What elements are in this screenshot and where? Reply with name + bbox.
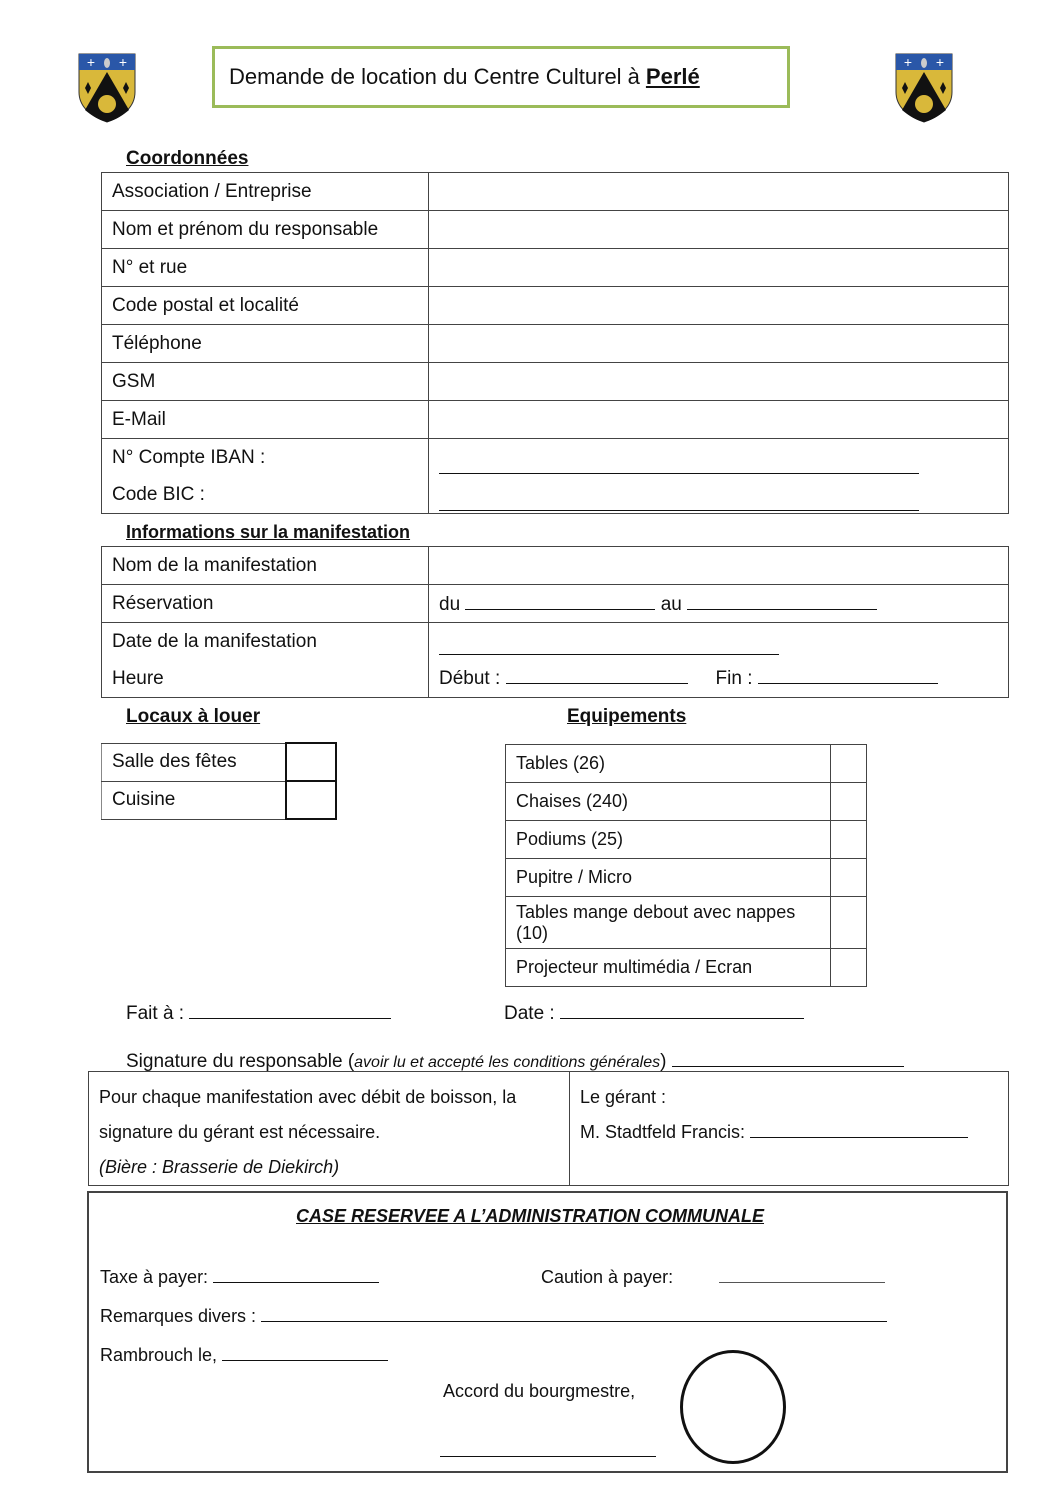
label-gerant: Le gérant : <box>580 1087 667 1107</box>
page-title <box>212 46 790 108</box>
field-email[interactable] <box>429 401 1009 439</box>
label-gerant-name: M. Stadtfeld Francis: <box>580 1122 746 1142</box>
label-taxe: Taxe à payer: <box>100 1267 209 1287</box>
section-equipements: Equipements <box>567 706 687 727</box>
checkbox-tables[interactable] <box>831 745 867 783</box>
field-gsm[interactable] <box>429 363 1009 401</box>
label-cuisine: Cuisine <box>102 781 287 819</box>
gerant-note-line3: (Bière : Brasserie de Diekirch) <box>99 1157 340 1177</box>
label-date: Date : <box>504 1003 555 1024</box>
svg-text:+: + <box>935 54 945 70</box>
label-debut: Début : <box>439 668 501 689</box>
equipements-table <box>505 744 867 987</box>
field-rue[interactable] <box>429 249 1009 287</box>
label-podiums: Podiums (25) <box>506 821 831 859</box>
label-nom-manifestation: Nom de la manifestation <box>102 547 429 585</box>
label-bic: Code BIC : <box>112 484 205 505</box>
field-date[interactable] <box>560 1000 804 1019</box>
label-fait-a: Fait à : <box>126 1003 185 1024</box>
label-code-postal: Code postal et localité <box>102 287 429 325</box>
label-reservation: Réservation <box>102 585 429 623</box>
checkbox-podiums[interactable] <box>831 821 867 859</box>
stamp-circle[interactable] <box>680 1350 786 1464</box>
label-au: au <box>660 594 682 615</box>
field-bourgmestre-signature[interactable] <box>440 1456 656 1457</box>
field-responsable[interactable] <box>429 211 1009 249</box>
checkbox-salle[interactable] <box>286 743 336 781</box>
field-bic[interactable] <box>439 492 919 511</box>
section-coordonnees: Coordonnées <box>126 148 249 169</box>
label-salle: Salle des fêtes <box>102 743 287 781</box>
label-projecteur: Projecteur multimédia / Ecran <box>506 949 831 987</box>
label-tables: Tables (26) <box>506 745 831 783</box>
label-rambrouch: Rambrouch le, <box>100 1345 218 1365</box>
section-locaux: Locaux à louer <box>126 706 261 727</box>
label-fin: Fin : <box>715 668 753 689</box>
field-association[interactable] <box>429 173 1009 211</box>
date-row <box>504 1000 804 1025</box>
coat-of-arms-left-icon <box>76 52 138 124</box>
field-nom-manifestation[interactable] <box>429 547 1009 585</box>
label-accord: Accord du bourgmestre, <box>443 1381 636 1401</box>
label-iban: N° Compte IBAN : <box>112 447 266 468</box>
field-date-manifestation[interactable] <box>439 636 779 655</box>
coat-of-arms-right-icon <box>893 52 955 124</box>
label-caution: Caution à payer: <box>541 1267 674 1287</box>
field-reservation-du[interactable] <box>465 591 655 610</box>
signature-paren: ) <box>660 1051 667 1072</box>
svg-text:+: + <box>903 54 913 70</box>
admin-box <box>87 1191 1008 1473</box>
field-caution[interactable] <box>719 1264 885 1283</box>
admin-heading: CASE RESERVEE A L’ADMINISTRATION COMMUNALE <box>296 1206 765 1226</box>
field-code-postal[interactable] <box>429 287 1009 325</box>
label-tables-mange-debout: Tables mange debout avec nappes (10) <box>506 897 831 949</box>
label-responsable: Nom et prénom du responsable <box>102 211 429 249</box>
checkbox-pupitre[interactable] <box>831 859 867 897</box>
field-rambrouch-date[interactable] <box>222 1342 388 1361</box>
locaux-table <box>101 742 337 820</box>
field-debut[interactable] <box>506 665 688 684</box>
signature-row <box>126 1048 904 1073</box>
field-fin[interactable] <box>758 665 938 684</box>
coordonnees-table <box>101 172 1009 514</box>
signature-note: avoir lu et accepté les conditions générales <box>354 1054 661 1071</box>
remarques-row <box>100 1303 887 1327</box>
section-manifestation: Informations sur la manifestation <box>126 522 411 542</box>
label-chaises: Chaises (240) <box>506 783 831 821</box>
label-email: E-Mail <box>102 401 429 439</box>
taxe-row <box>100 1264 379 1288</box>
title-place: Perlé <box>645 64 700 89</box>
field-remarques[interactable] <box>261 1303 887 1322</box>
label-signature: Signature du responsable ( <box>126 1051 355 1072</box>
label-du: du <box>439 594 461 615</box>
gerant-note-line2: signature du gérant est nécessaire. <box>99 1122 381 1142</box>
checkbox-cuisine[interactable] <box>286 781 336 819</box>
field-taxe[interactable] <box>213 1264 379 1283</box>
label-association: Association / Entreprise <box>102 173 429 211</box>
caution-row <box>541 1264 885 1288</box>
label-remarques: Remarques divers : <box>100 1306 257 1326</box>
label-heure: Heure <box>112 668 164 689</box>
label-rue: N° et rue <box>102 249 429 287</box>
svg-text:+: + <box>118 54 128 70</box>
checkbox-tables-mange-debout[interactable] <box>831 897 867 949</box>
checkbox-projecteur[interactable] <box>831 949 867 987</box>
title-prefix: Demande de location du Centre Culturel à <box>229 64 640 89</box>
field-iban[interactable] <box>439 455 919 474</box>
gerant-table <box>88 1071 1009 1186</box>
manifestation-table <box>101 546 1009 698</box>
field-telephone[interactable] <box>429 325 1009 363</box>
gerant-note-line1: Pour chaque manifestation avec débit de boisson, la <box>99 1087 517 1107</box>
label-gsm: GSM <box>102 363 429 401</box>
label-date-manifestation: Date de la manifestation <box>112 631 317 652</box>
field-signature[interactable] <box>672 1048 904 1067</box>
field-fait-a[interactable] <box>189 1000 391 1019</box>
checkbox-chaises[interactable] <box>831 783 867 821</box>
field-gerant-signature[interactable] <box>750 1119 968 1138</box>
rambrouch-row <box>100 1342 388 1366</box>
label-pupitre: Pupitre / Micro <box>506 859 831 897</box>
label-telephone: Téléphone <box>102 325 429 363</box>
fait-a-row <box>126 1000 391 1025</box>
svg-text:+: + <box>86 54 96 70</box>
field-reservation-au[interactable] <box>687 591 877 610</box>
